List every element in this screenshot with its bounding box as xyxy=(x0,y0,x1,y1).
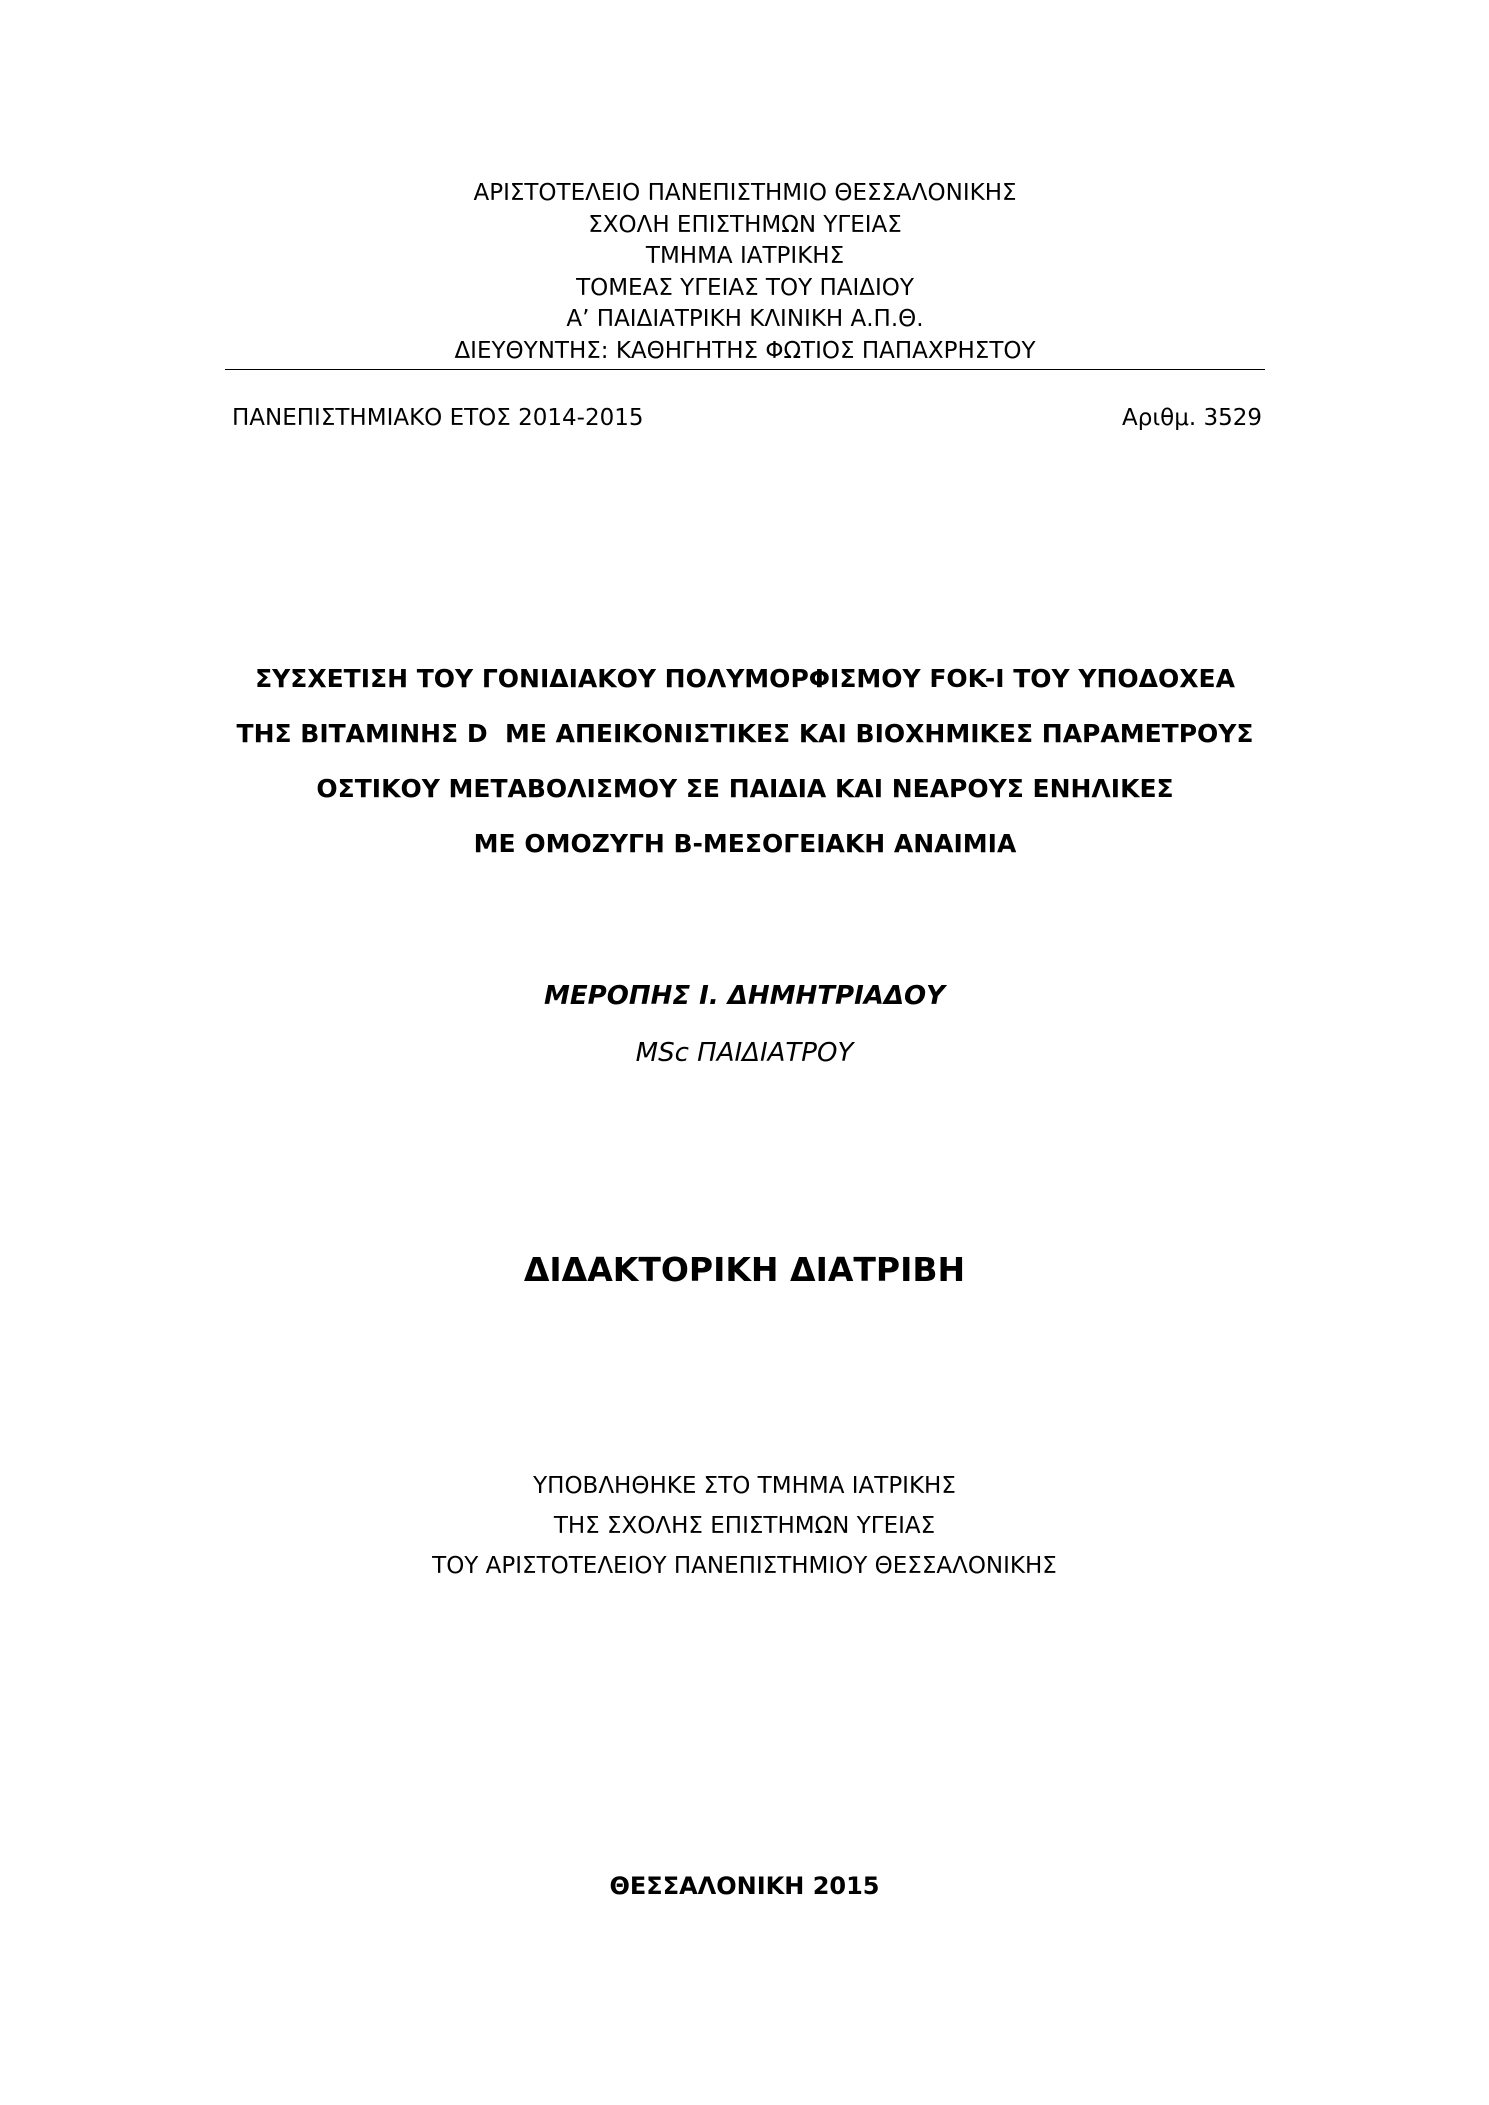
submission-line: ΥΠΟΒΛΗΘΗΚΕ ΣΤΟ ΤΜΗΜΑ ΙΑΤΡΙΚΗΣ xyxy=(533,1473,956,1499)
author-name: ΜΕΡΟΠΗΣ Ι. ΔΗΜΗΤΡΙΑΔΟΥ xyxy=(544,981,945,1011)
submission-statement xyxy=(0,1466,1489,1586)
academic-year: ΠΑΝΕΠΙΣΤΗΜΙΑΚΟ ΕΤΟΣ 2014-2015 xyxy=(232,405,644,431)
institution-header xyxy=(225,178,1265,370)
department-name: ΤΜΗΜΑ ΙΑΤΡΙΚΗΣ xyxy=(645,243,845,269)
title-line: ΣΥΣΧΕΤΙΣΗ ΤΟΥ ΓΟΝΙΔΙΑΚΟΥ ΠΟΛΥΜΟΡΦΙΣΜΟΥ FOK-I ΤΟΥ ΥΠΟΔΟΧΕΑ xyxy=(255,664,1235,693)
title-line: ΟΣΤΙΚΟΥ ΜΕΤΑΒΟΛΙΣΜΟΥ ΣΕ ΠΑΙΔΙΑ ΚΑΙ ΝΕΑΡΟΥΣ ΕΝΗΛΙΚΕΣ xyxy=(316,774,1174,803)
thesis-type-heading: ΔΙΔΑΚΤΟΡΙΚΗ ΔΙΑΤΡΙΒΗ xyxy=(523,1250,966,1289)
university-name: ΑΡΙΣΤΟΤΕΛΕΙΟ ΠΑΝΕΠΙΣΤΗΜΙΟ ΘΕΣΣΑΛΟΝΙΚΗΣ xyxy=(473,180,1017,206)
title-line: ΜΕ ΟΜΟΖΥΓΗ Β-ΜΕΣΟΓΕΙΑΚΗ ΑΝΑΙΜΙΑ xyxy=(473,829,1017,858)
thesis-number: Αριθμ. 3529 xyxy=(1122,405,1262,431)
submission-line: ΤΗΣ ΣΧΟΛΗΣ ΕΠΙΣΤΗΜΩΝ ΥΓΕΙΑΣ xyxy=(553,1513,936,1539)
thesis-title xyxy=(175,651,1315,871)
director-line: ΔΙΕΥΘΥΝΤΗΣ: ΚΑΘΗΓΗΤΗΣ ΦΩΤΙΟΣ ΠΑΠΑΧΡΗΣΤΟΥ xyxy=(225,336,1265,371)
title-line: ΤΗΣ ΒΙΤΑΜΙΝΗΣ D ΜΕ ΑΠΕΙΚΟΝΙΣΤΙΚΕΣ ΚΑΙ ΒΙΟΧΗΜΙΚΕΣ ΠΑΡΑΜΕΤΡΟΥΣ xyxy=(236,719,1254,748)
author-degree: MSc ΠΑΙΔΙΑΤΡΟΥ xyxy=(635,1038,854,1068)
place-and-year: ΘΕΣΣΑΛΟΝΙΚΗ 2015 xyxy=(609,1872,880,1900)
clinic-name: Α’ ΠΑΙΔΙΑΤΡΙΚΗ ΚΛΙΝΙΚΗ Α.Π.Θ. xyxy=(566,306,924,332)
submission-line: ΤΟΥ ΑΡΙΣΤΟΤΕΛΕΙΟΥ ΠΑΝΕΠΙΣΤΗΜΙΟΥ ΘΕΣΣΑΛΟΝΙΚΗΣ xyxy=(432,1553,1057,1579)
school-name: ΣΧΟΛΗ ΕΠΙΣΤΗΜΩΝ ΥΓΕΙΑΣ xyxy=(588,211,902,238)
sector-name: ΤΟΜΕΑΣ ΥΓΕΙΑΣ ΤΟΥ ΠΑΙΔΙΟΥ xyxy=(576,274,914,301)
